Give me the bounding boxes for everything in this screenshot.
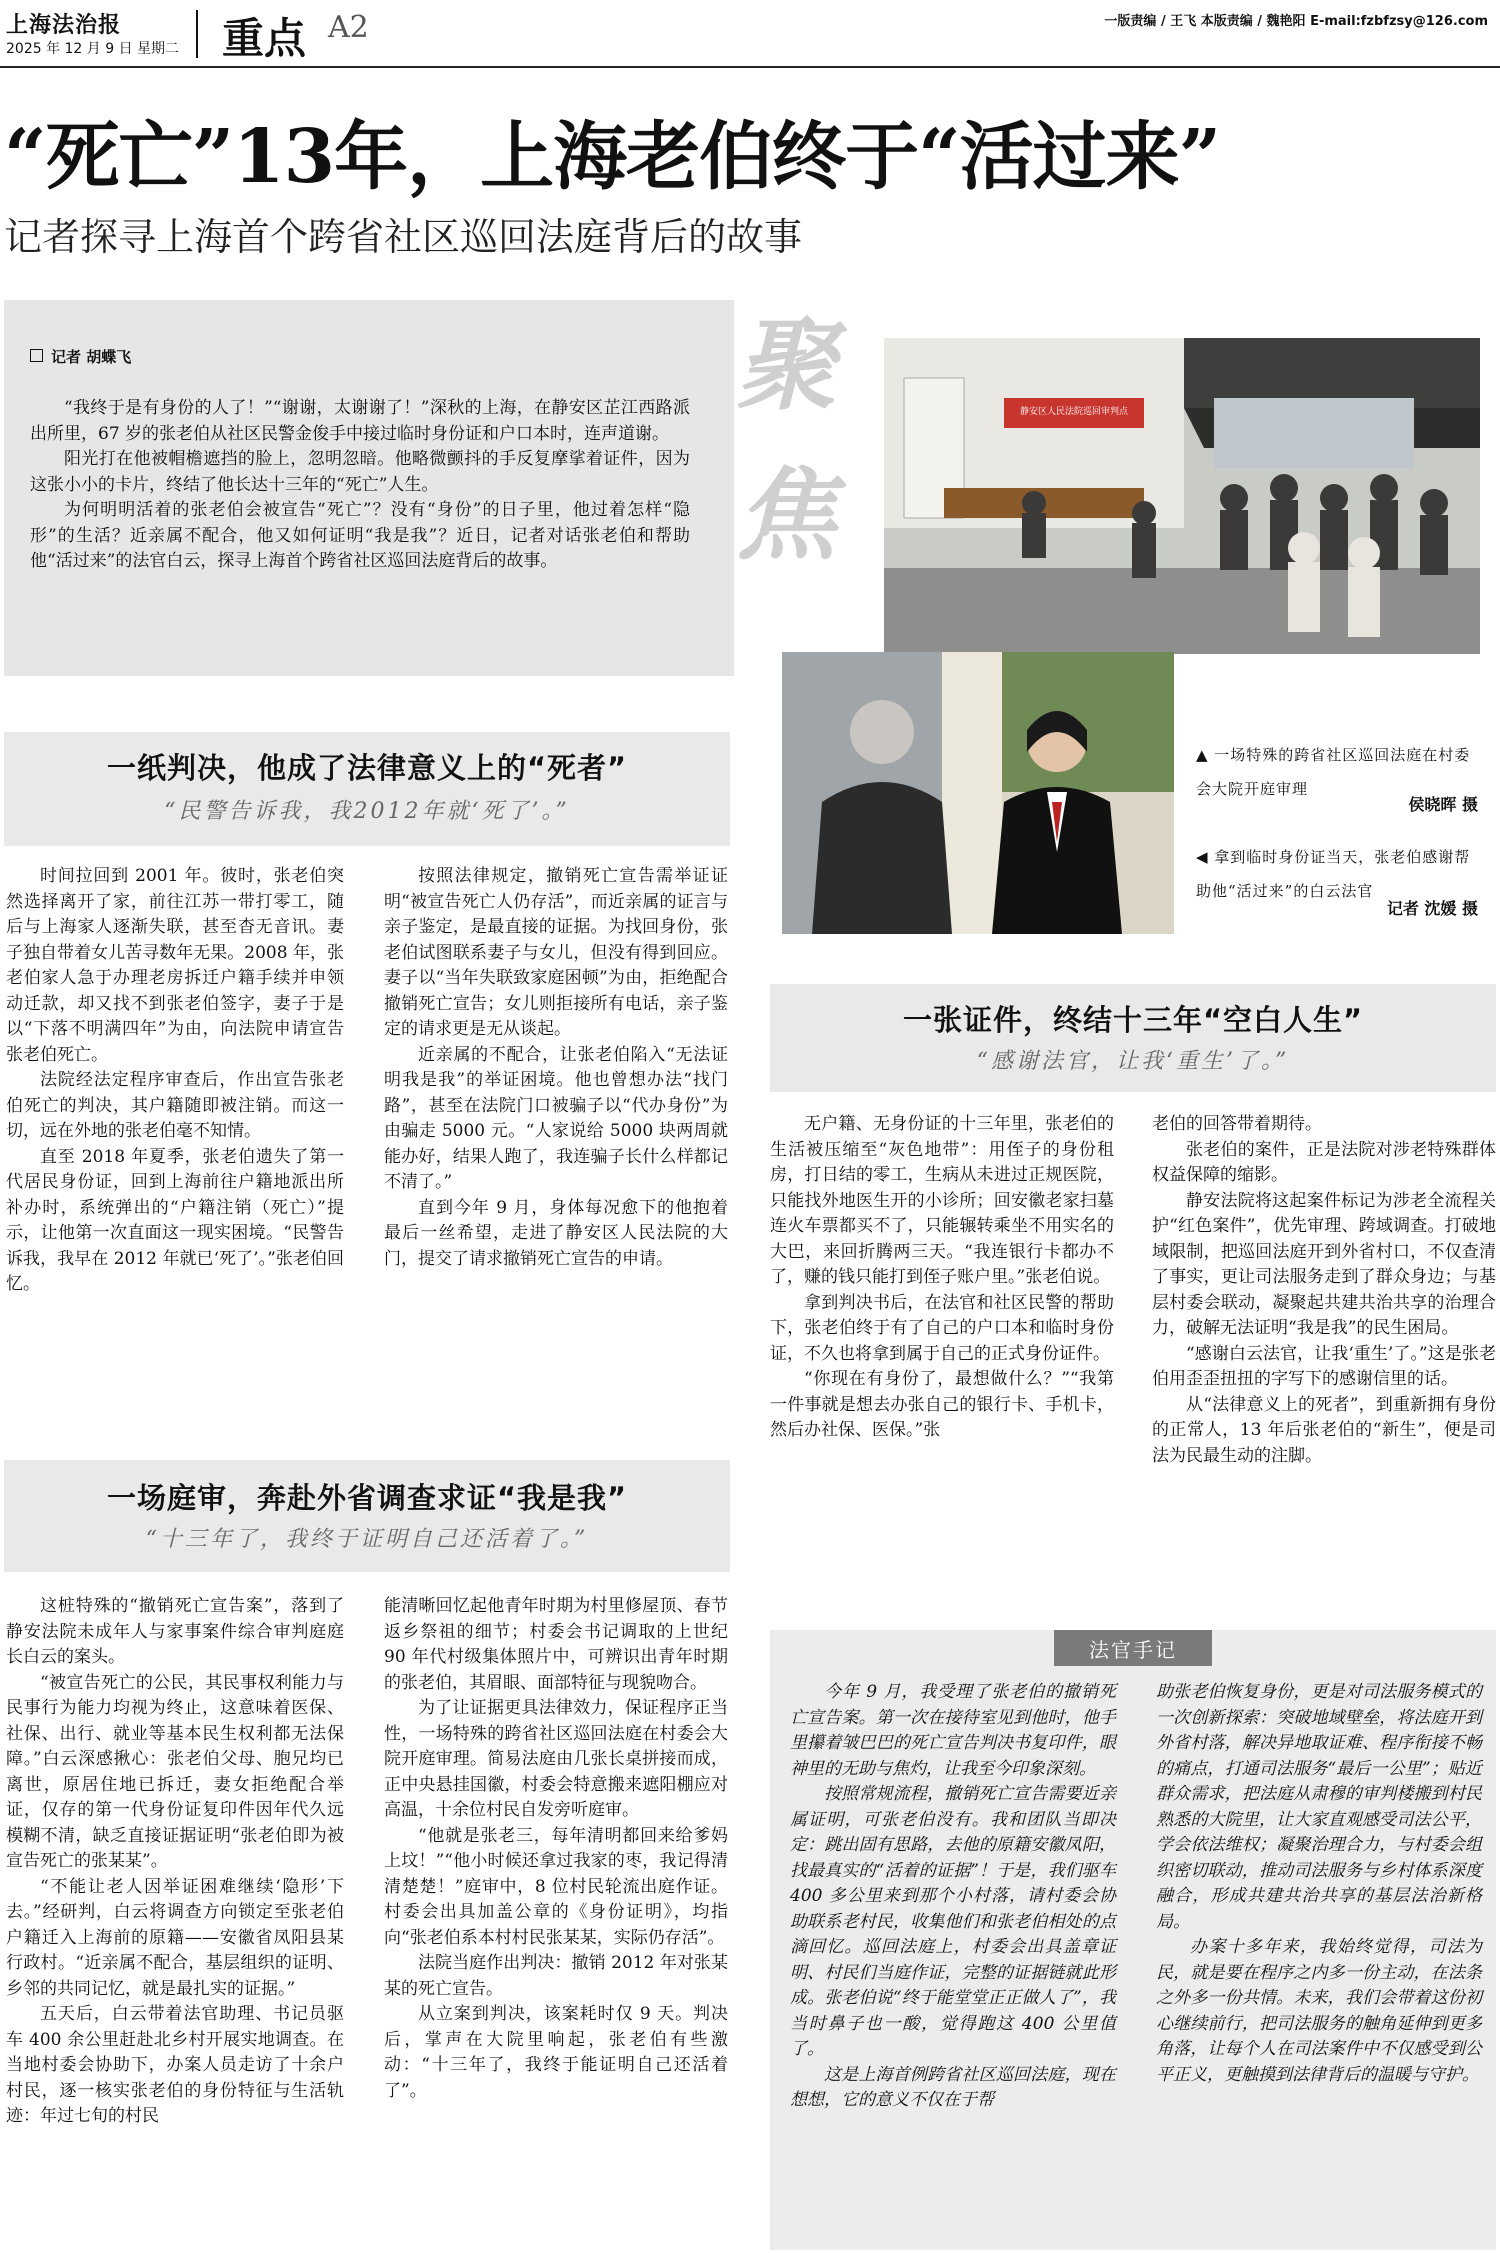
subheadline: 记者探寻上海首个跨省社区巡回法庭背后的故事 [4, 215, 803, 259]
section2-paragraph: 五天后，白云带着法官助理、书记员驱车 400 余公里赶赴北乡村开展实地调查。在当地村委会协助下，办案人员走访了十余户村民，逐一核实张老伯的身份特征与生活轨迹：年过七旬的村民 [6, 2004, 344, 2126]
judge-notes-paragraph: 今年 9 月，我受理了张老伯的撤销死亡宣告案。第一次在接待室见到他时，他手里攥着皱巴巴的死亡宣告判决书复印件，眼神里的无助与焦灼，让我至今印象深刻。 [790, 1682, 1116, 1779]
section2-paragraph: “不能让老人因举证困难继续‘隐形’下去。”经研判，白云将调查方向锁定至张老伯户籍迁入上海前的原籍——安徽省凤阳县某行政村。“近亲属不配合，基层组织的证明、乡邻的共同记忆，就是最扎实的证据。” [6, 1876, 344, 1999]
photo-caption-2: ◀ 拿到临时身份证当天，张老伯感谢帮助他“活过来”的白云法官 [1196, 848, 1471, 900]
editors-line: 一版责编 / 王飞 本版责编 / 魏艳阳 E-mail:fzbfzsy@126.com [1104, 14, 1488, 29]
courtyard-illustration [884, 338, 1480, 654]
judge-notes-paragraph: 办案十多年来，我始终觉得，司法为民，就是要在程序之内多一份主动，在法条之外多一份共情。未来，我们会带着这份初心继续前行，把司法服务的触角延伸到更多角落，让每个人在司法案件中不仅感受到公平正义，更触摸到法律背后的温暖与守护。 [1156, 1937, 1482, 2085]
section2-paragraph: 为了让证据更具法律效力，保证程序正当性，一场特殊的跨省社区巡回法庭在村委会大院开庭审理。简易法庭由几张长桌拼接而成，正中央悬挂国徽，村委会特意搬来遮阳棚应对高温，十余位村民自发旁听庭审。 [384, 1698, 728, 1820]
section3-column-2 [1152, 1112, 1496, 1469]
section1-paragraph: 法院经法定程序审查后，作出宣告张老伯死亡的判决，其户籍随即被注销。而这一切，远在外地的张老伯毫不知情。 [6, 1070, 344, 1141]
section3-title: 一张证件，终结十三年“空白人生” [902, 1003, 1364, 1037]
focus-label-text: 聚焦 [736, 306, 836, 574]
section2-quote: “十三年了，我终于证明自己还活着了。” [145, 1527, 589, 1552]
section3-paragraph: 静安法院将这起案件标记为涉老全流程关护“红色案件”，优先审理、跨域调查。打破地域限制，把巡回法庭开到外省村口，不仅查清了事实，更让司法服务走到了群众身边；与基层村委会联动，凝聚起共建共治共享的治理合力，破解无法证明“我是我”的民生困局。 [1152, 1190, 1496, 1338]
section1-paragraph: 时间拉回到 2001 年。彼时，张老伯突然选择离开了家，前往江苏一带打零工，随后与上海家人逐渐失联，甚至杳无音讯。妻子独自带着女儿苦寻数年无果。2008 年，张老伯家人急于办理老房拆迁户籍手续并申领动迁款，却又找不到张老伯签字，妻子于是以“下落不明满四年”为由，向法院申请宣告张老伯死亡。 [6, 866, 344, 1065]
section3-paragraph: “感谢白云法官，让我‘重生’了。”这是张老伯用歪歪扭扭的字写下的感谢信里的话。 [1152, 1343, 1496, 1389]
section2-paragraph: “被宣告死亡的公民，其民事权利能力与民事行为能力均视为终止，这意味着医保、社保、出行、就业等基本民生权利都无法保障。”白云深感揪心：张老伯父母、胞兄均已离世，原居住地已拆迁，妻女拒绝配合举证，仅存的第一代身份证复印件因年代久远模糊不清，缺乏直接证据证明“张老伯即为被宣告死亡的张某某”。 [6, 1672, 344, 1871]
byline-text: 记者 胡蝶飞 [51, 348, 132, 366]
page-number: A2 [328, 10, 369, 45]
lead-paragraph: 阳光打在他被帽檐遮挡的脸上，忽明忽暗。他略微颤抖的手反复摩挲着证件，因为这张小小的卡片，终结了他长达十三年的“死亡”人生。 [30, 449, 690, 495]
lead-paragraph: “我终于是有身份的人了！”“谢谢，太谢谢了！”深秋的上海，在静安区芷江西路派出所里，67 岁的张老伯从社区民警金俊手中接过临时身份证和户口本时，连声道谢。 [30, 398, 690, 444]
masthead [0, 0, 1500, 70]
section1-title: 一纸判决，他成了法律意义上的“死者” [106, 751, 628, 785]
masthead-rule [0, 66, 1500, 68]
section1-paragraph: 按照法律规定，撤销死亡宣告需举证证明“被宣告死亡人仍存活”，而近亲属的证言与亲子鉴定，是最直接的证据。为找回身份，张老伯试图联系妻子与女儿，但没有得到回应。妻子以“当年失联致家庭困顿”为由，拒绝配合撤销死亡宣告；女儿则拒接所有电话，亲子鉴定的请求更是无从谈起。 [384, 866, 728, 1039]
lead-paragraph: 为何明明活着的张老伯会被宣告“死亡”？没有“身份”的日子里，他过着怎样“隐形”的生活？近亲属不配合，他又如何证明“我是我”？近日，记者对话张老伯和帮助他“活过来”的法官白云，探寻上海首个跨省社区巡回法庭背后的故事。 [30, 500, 690, 571]
photo-sign: 静安区人民法院巡回审判点 [1019, 407, 1128, 417]
section1-paragraph: 直至 2018 年夏季，张老伯遗失了第一代居民身份证，回到上海前往户籍地派出所补办时，系统弹出的“户籍注销（死亡）”提示，让他第一次直面这一现实困境。“民警告诉我，我早在 2012 年就已‘死了’。”张老伯回忆。 [6, 1146, 344, 1294]
section2-column-2 [384, 1594, 728, 2104]
section-name: 重点 [222, 14, 307, 63]
photo-courtyard-trial [884, 338, 1480, 654]
photo-credit-1: 侯晓晖 摄 [1408, 795, 1478, 814]
judge-notes-paragraph: 这是上海首例跨省社区巡回法庭，现在想想，它的意义不仅在于帮 [790, 2064, 1116, 2110]
section3-paragraph: “你现在有身份了，最想做什么？”“我第一件事就是想去办张自己的银行卡、手机卡，然后办社保、医保。”张 [770, 1369, 1114, 1440]
photo-credit-2: 记者 沈媛 摄 [1386, 899, 1478, 918]
section1-paragraph: 近亲属的不配合，让张老伯陷入“无法证明我是我”的举证困境。他也曾想办法“找门路”，甚至在法院门口被骗子以“代办身份”为由骗走 5000 元。“人家说给 5000 块两周就能办好，结果人跑了，我连骗子长什么样都记不清了。” [384, 1044, 728, 1192]
photo-judge-and-elder [782, 652, 1174, 934]
section1-column-2 [384, 864, 728, 1272]
focus-label [736, 290, 836, 590]
section2-paragraph: 从立案到判决，该案耗时仅 9 天。判决后，掌声在大院里响起，张老伯有些激动：“十三年了，我终于能证明自己还活着了”。 [384, 2004, 728, 2101]
byline-box-icon [30, 349, 43, 362]
section3-quote: “感谢法官，让我‘重生’了。” [976, 1049, 1290, 1074]
section3-paragraph: 拿到判决书后，在法官和社区民警的帮助下，张老伯终于有了自己的户口本和临时身份证，不久也将拿到属于自己的正式身份证件。 [770, 1292, 1114, 1364]
section2-paragraph: “他就是张老三，每年清明都回来给爹妈上坟！”“他小时候还拿过我家的枣，我记得清清楚楚！”庭审中，8 位村民轮流出庭作证。村委会出具加盖公章的《身份证明》，均指向“张老伯系本村村民张某某，实际仍存活”。 [384, 1825, 728, 1948]
section3-paragraph: 从“法律意义上的死者”，到重新拥有身份的正常人，13 年后张老伯的“新生”，便是司法为民最生动的注脚。 [1152, 1394, 1496, 1466]
section2-paragraph: 这桩特殊的“撤销死亡宣告案”，落到了静安法院未成年人与家事案件综合审判庭庭长白云的案头。 [6, 1596, 344, 1667]
judge-notes-paragraph: 按照常规流程，撤销死亡宣告需要近亲属证明，可张老伯没有。我和团队当即决定：跳出固有思路，去他的原籍安徽凤阳，找最真实的“活着的证据”！于是，我们驱车 400 多公里来到那个小村落，请村委会协助联系老村民，收集他们和张老伯相处的点滴回忆。巡回法庭上，村委会出具盖章证明、村民们当庭作证，完整的证据链就此形成。张老伯说“终于能堂堂正正做人了”，我当时鼻子也一酸，觉得跑这 400 公里值了。 [790, 1784, 1116, 2059]
section1-column-1 [6, 864, 344, 1298]
judge-notes-column-2 [1156, 1680, 1482, 2088]
byline [30, 346, 131, 367]
judge-notes-paragraph: 助张老伯恢复身份，更是对司法服务模式的一次创新探索：突破地域壁垒，将法庭开到外省村落，解决异地取证难、程序衔接不畅的痛点，打通司法服务“最后一公里”；贴近群众需求，把法庭从肃穆的审判楼搬到村民熟悉的大院里，让大家直观感受司法公平，学会依法维权；凝聚治理合力，与村委会组织密切联动，推动司法服务与乡村体系深度融合，形成共建共治共享的基层法治新格局。 [1156, 1682, 1482, 1932]
section2-title: 一场庭审，奔赴外省调查求证“我是我” [106, 1481, 628, 1515]
headline: “死亡”13年，上海老伯终于“活过来” [4, 114, 1221, 200]
section1-quote: “民警告诉我，我2012年就‘死了’。” [164, 799, 570, 824]
photo-caption-1: ▲ 一场特殊的跨省社区巡回法庭在村委会大院开庭审理 [1196, 746, 1471, 798]
section3-paragraph: 张老伯的案件，正是法院对涉老特殊群体权益保障的缩影。 [1152, 1139, 1496, 1185]
paper-name: 上海法治报 [6, 12, 122, 38]
section2-paragraph: 能清晰回忆起他青年时期为村里修屋顶、春节返乡祭祖的细节；村委会书记调取的上世纪 90 年代村级集体照片中，可辨识出青年时期的张老伯，其眉眼、面部特征与现貌吻合。 [384, 1596, 728, 1693]
issue-date: 2025 年 12 月 9 日 星期二 [6, 41, 180, 57]
section3-column-1 [770, 1112, 1114, 1444]
section2-column-1 [6, 1594, 344, 2130]
section2-paragraph: 法院当庭作出判决：撤销 2012 年对张某某的死亡宣告。 [384, 1953, 728, 1999]
section3-paragraph: 老伯的回答带着期待。 [1152, 1114, 1322, 1134]
section1-paragraph: 直到今年 9 月，身体每况愈下的他抱着最后一丝希望，走进了静安区人民法院的大门，提交了请求撤销死亡宣告的申请。 [384, 1197, 728, 1269]
masthead-divider [196, 10, 198, 58]
judge-notes-column-1 [790, 1680, 1116, 2114]
judge-illustration [782, 652, 1174, 934]
section3-paragraph: 无户籍、无身份证的十三年里，张老伯的生活被压缩至“灰色地带”：用侄子的身份租房，打日结的零工，生病从未进过正规医院，只能找外地医生开的小诊所；回安徽老家扫墓连火车票都买不了，只能辗转乘坐不用实名的大巴，来回折腾两三天。“我连银行卡都办不了，赚的钱只能打到侄子账户里。”张老伯说。 [770, 1114, 1114, 1287]
lead-text [30, 396, 690, 575]
judge-notes-title: 法官手记 [1089, 1638, 1177, 1662]
